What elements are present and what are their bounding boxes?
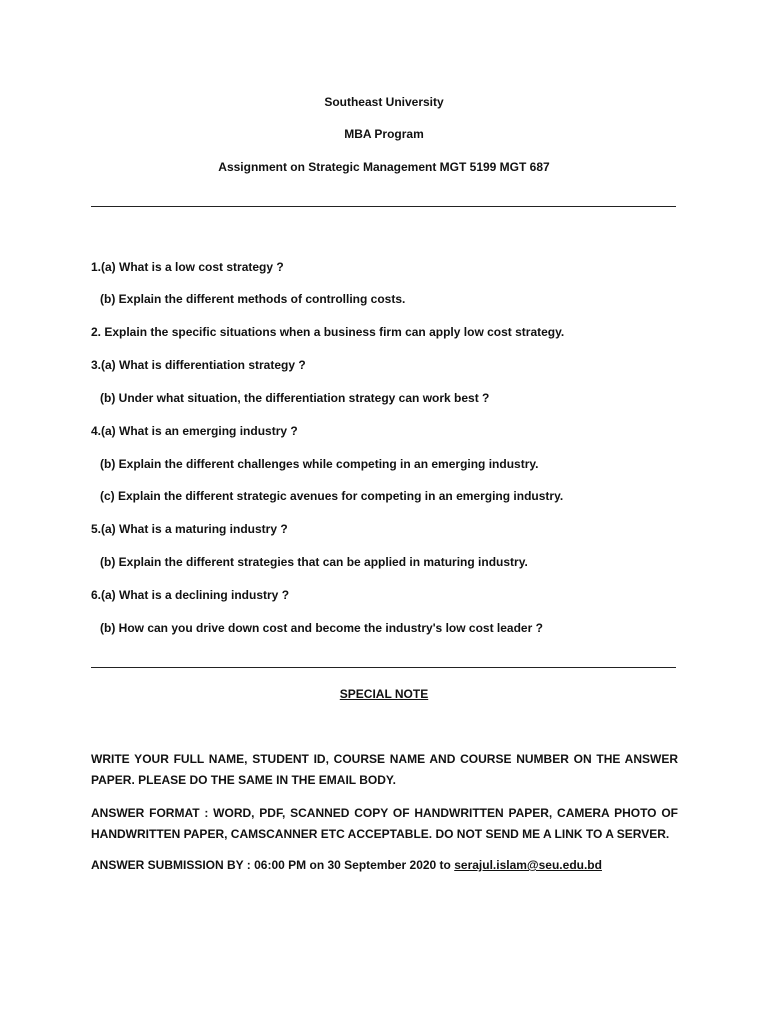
special-note-submission [91,855,678,876]
question-6b: (b) How can you drive down cost and become the industry's low cost leader ? [100,621,543,635]
assignment-title: Assignment on Strategic Management MGT 5199 MGT 687 [218,160,550,174]
special-note-instructions: WRITE YOUR FULL NAME, STUDENT ID, COURSE NAME AND COURSE NUMBER ON THE ANSWER PAPER. PLEASE DO THE SAME IN THE EMAIL BODY. [91,752,678,787]
top-divider [91,206,676,207]
question-5a: 5.(a) What is a maturing industry ? [91,522,288,536]
question-4a: 4.(a) What is an emerging industry ? [91,424,298,438]
question-4b: (b) Explain the different challenges while competing in an emerging industry. [100,457,539,471]
university-name: Southeast University [324,95,444,109]
question-1a: 1.(a) What is a low cost strategy ? [91,260,284,274]
submission-text: ANSWER SUBMISSION BY : 06:00 PM on 30 September 2020 to [91,858,455,872]
submission-email-link[interactable]: serajul.islam@seu.edu.bd [454,858,602,872]
question-3a: 3.(a) What is differentiation strategy ? [91,358,306,372]
program-name: MBA Program [344,127,424,141]
bottom-divider [91,667,676,668]
question-5b: (b) Explain the different strategies that can be applied in maturing industry. [100,555,528,569]
question-1b: (b) Explain the different methods of controlling costs. [100,292,406,306]
special-note-title: SPECIAL NOTE [339,687,429,701]
question-2: 2. Explain the specific situations when a business firm can apply low cost strategy. [91,325,565,339]
special-note-answer-format: ANSWER FORMAT : WORD, PDF, SCANNED COPY OF HANDWRITTEN PAPER, CAMERA PHOTO OF HANDWRITTEN PAPER, CAMSCANNER ETC ACCEPTABLE. DO NOT SEND ME A LINK TO A SERVER. [91,806,678,841]
question-6a: 6.(a) What is a declining industry ? [91,588,290,602]
question-3b: (b) Under what situation, the differentiation strategy can work best ? [100,391,490,405]
question-4c: (c) Explain the different strategic avenues for competing in an emerging industry. [100,489,564,503]
